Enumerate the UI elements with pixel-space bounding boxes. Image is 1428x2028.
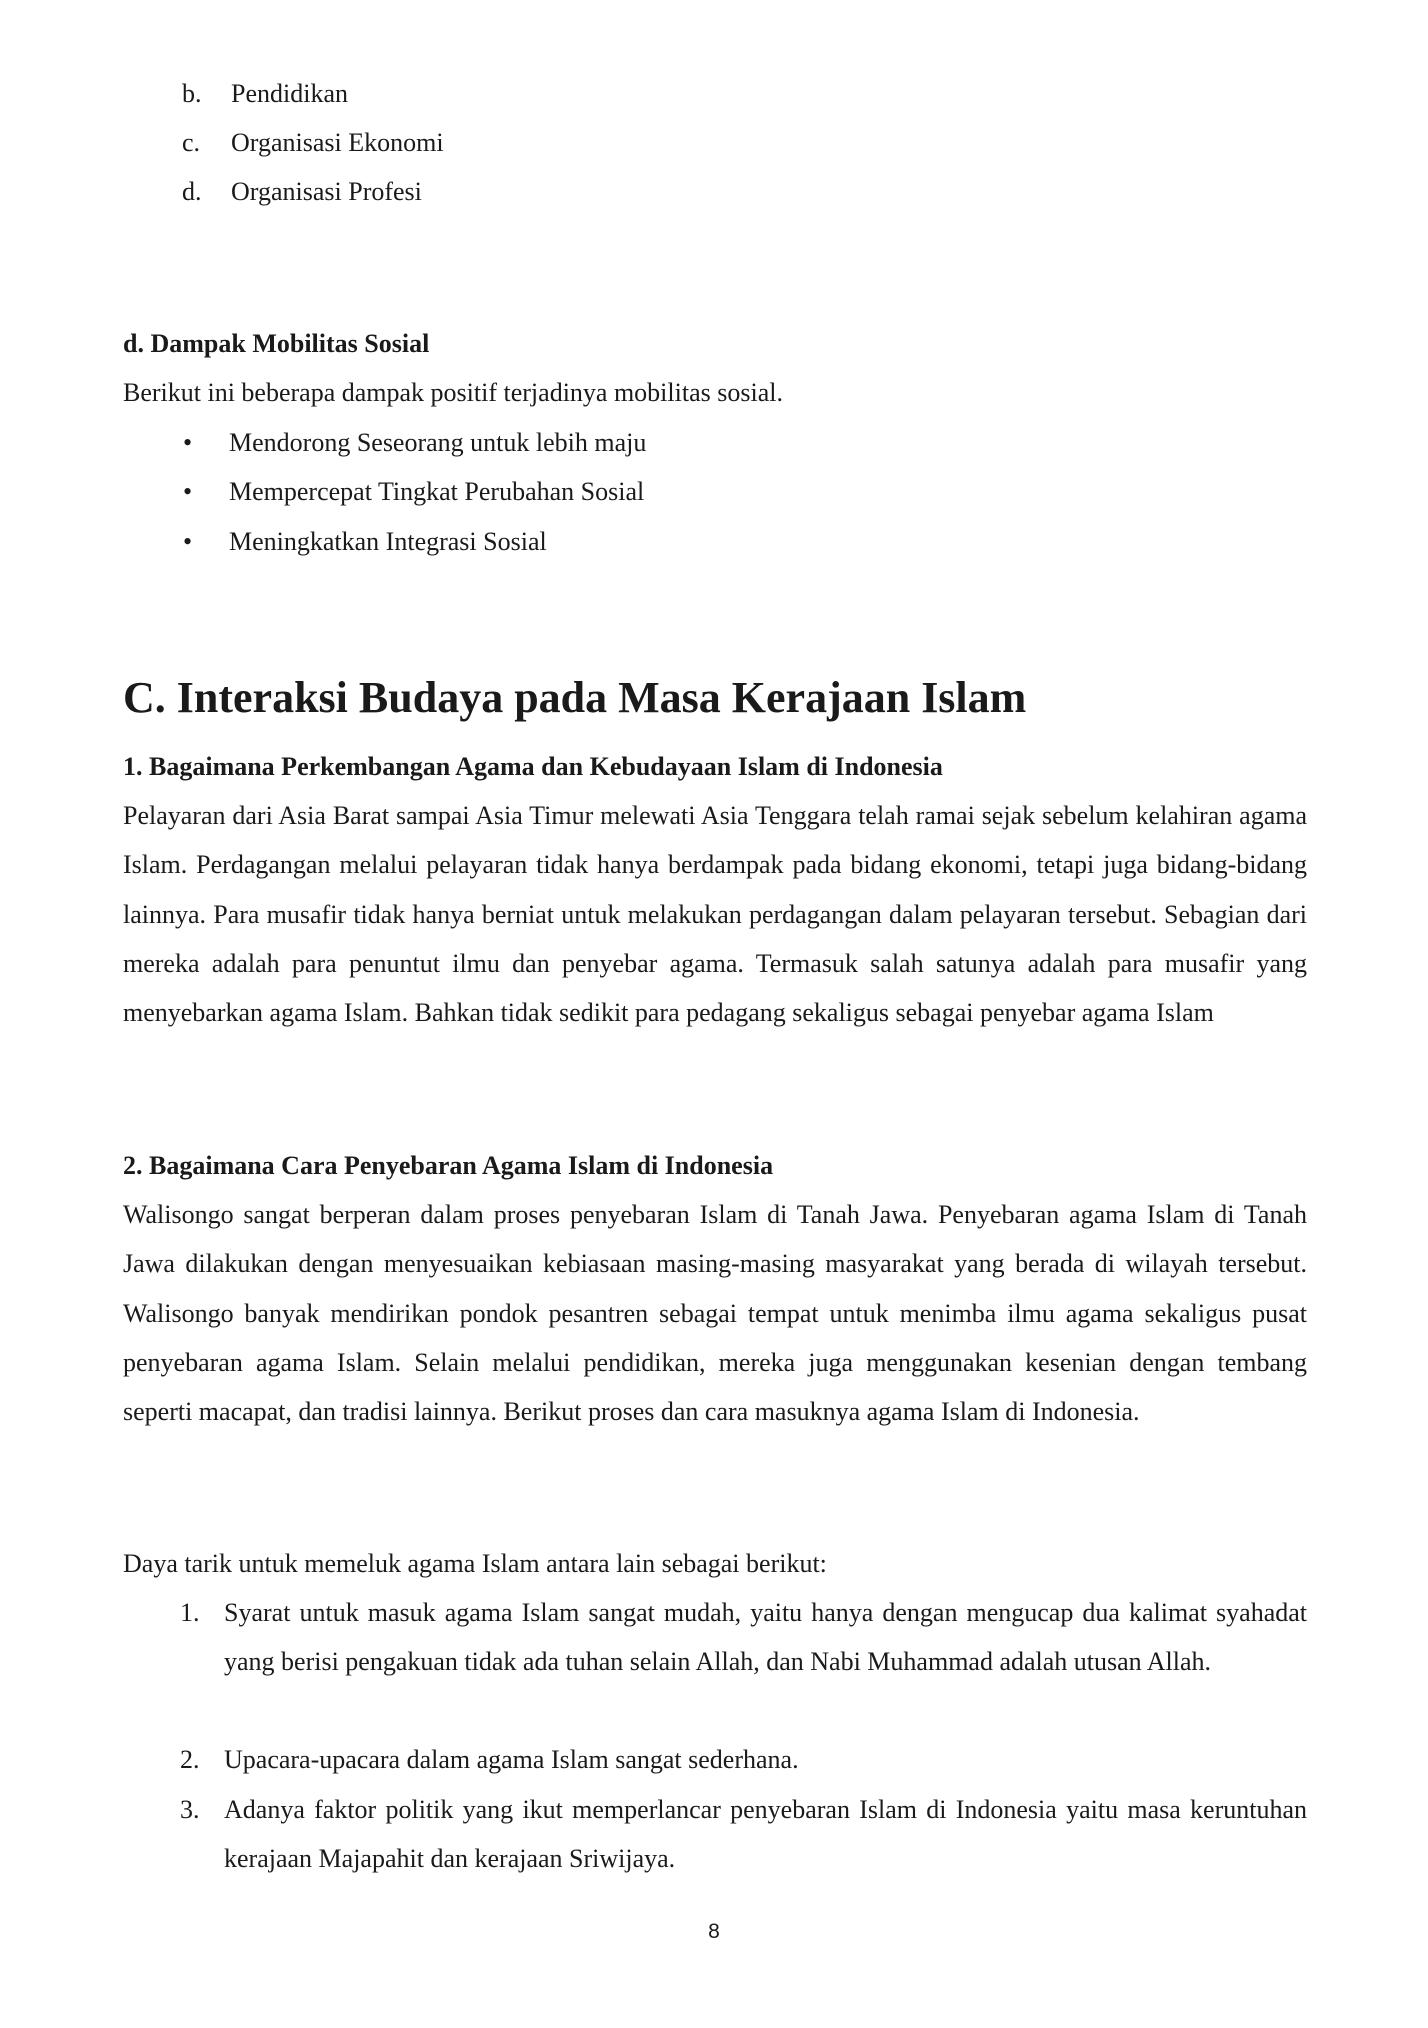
item-number: 2. [180,1745,200,1774]
dampak-intro: Berikut ini beberapa dampak positif terjadinya mobilitas sosial. [123,378,783,407]
subsection-2-body: Walisongo sangat berperan dalam proses penyebaran Islam di Tanah Jawa. Penyebaran agama Islam di Tanah Jawa dilakukan dengan menyesuaikan kebiasaan masing-masing masyarakat yang berada di wilayah tersebut. Walisongo banyak mendirikan pondok pesantren sebagai tempat untuk menimba ilmu agama sekaligus pusat penyebaran agama Islam. Selain melalui pendidikan, mereka juga menggunakan kesenian dengan tembang seperti macapat, dan tradisi lainnya. Berikut proses dan cara masuknya agama Islam di Indonesia. [123,1200,1307,1427]
subsection-1-body: Pelayaran dari Asia Barat sampai Asia Timur melewati Asia Tenggara telah ramai sejak sebelum kelahiran agama Islam. Perdagangan melalui pelayaran tidak hanya berdampak pada bidang ekonomi, tetapi juga bidang-bidang lainnya. Para musafir tidak hanya berniat untuk melakukan perdagangan dalam pelayaran tersebut. Sebagian dari mereka adalah para penuntut ilmu dan penyebar agama. Termasuk salah satunya adalah para musafir yang menyebarkan agama Islam. Bahkan tidak sedikit para pedagang sekaligus sebagai penyebar agama Islam [123,801,1307,1028]
bullet-item-text: Mendorong Seseorang untuk lebih maju [229,428,647,457]
bullet-item-text: Meningkatkan Integrasi Sosial [229,527,547,556]
list-item-text: Organisasi Profesi [231,177,422,206]
section-heading-dampak: d. Dampak Mobilitas Sosial [123,329,430,358]
daya-tarik-intro: Daya tarik untuk memeluk agama Islam antara lain sebagai berikut: [123,1549,827,1578]
numbered-item [180,1785,1307,1884]
list-marker: b. [182,79,202,108]
page-number: 8 [708,1920,720,1943]
list-item-text: Organisasi Ekonomi [231,128,444,157]
bullet-icon: • [183,477,193,506]
numbered-item [180,1735,1307,1784]
bullet-item-text: Mempercepat Tingkat Perubahan Sosial [229,477,645,506]
item-text: Adanya faktor politik yang ikut memperlancar penyebaran Islam di Indonesia yaitu masa keruntuhan kerajaan Majapahit dan kerajaan Sriwijaya. [224,1795,1307,1874]
list-marker: c. [182,128,201,157]
item-number: 1. [180,1598,200,1627]
chapter-heading: C. Interaksi Budaya pada Masa Kerajaan Islam [123,673,1027,722]
list-marker: d. [182,177,202,206]
list-item-text: Pendidikan [231,79,348,108]
subsection-heading-1: 1. Bagaimana Perkembangan Agama dan Kebudayaan Islam di Indonesia [123,752,943,781]
bullet-icon: • [183,527,193,556]
item-number: 3. [180,1795,200,1824]
subsection-heading-2: 2. Bagaimana Cara Penyebaran Agama Islam di Indonesia [123,1151,774,1180]
item-text: Syarat untuk masuk agama Islam sangat mudah, yaitu hanya dengan mengucap dua kalimat syahadat yang berisi pengakuan tidak ada tuhan selain Allah, dan Nabi Muhammad adalah utusan Allah. [224,1598,1307,1677]
item-text: Upacara-upacara dalam agama Islam sangat sederhana. [224,1745,799,1774]
numbered-item [180,1588,1307,1687]
bullet-icon: • [183,428,193,457]
